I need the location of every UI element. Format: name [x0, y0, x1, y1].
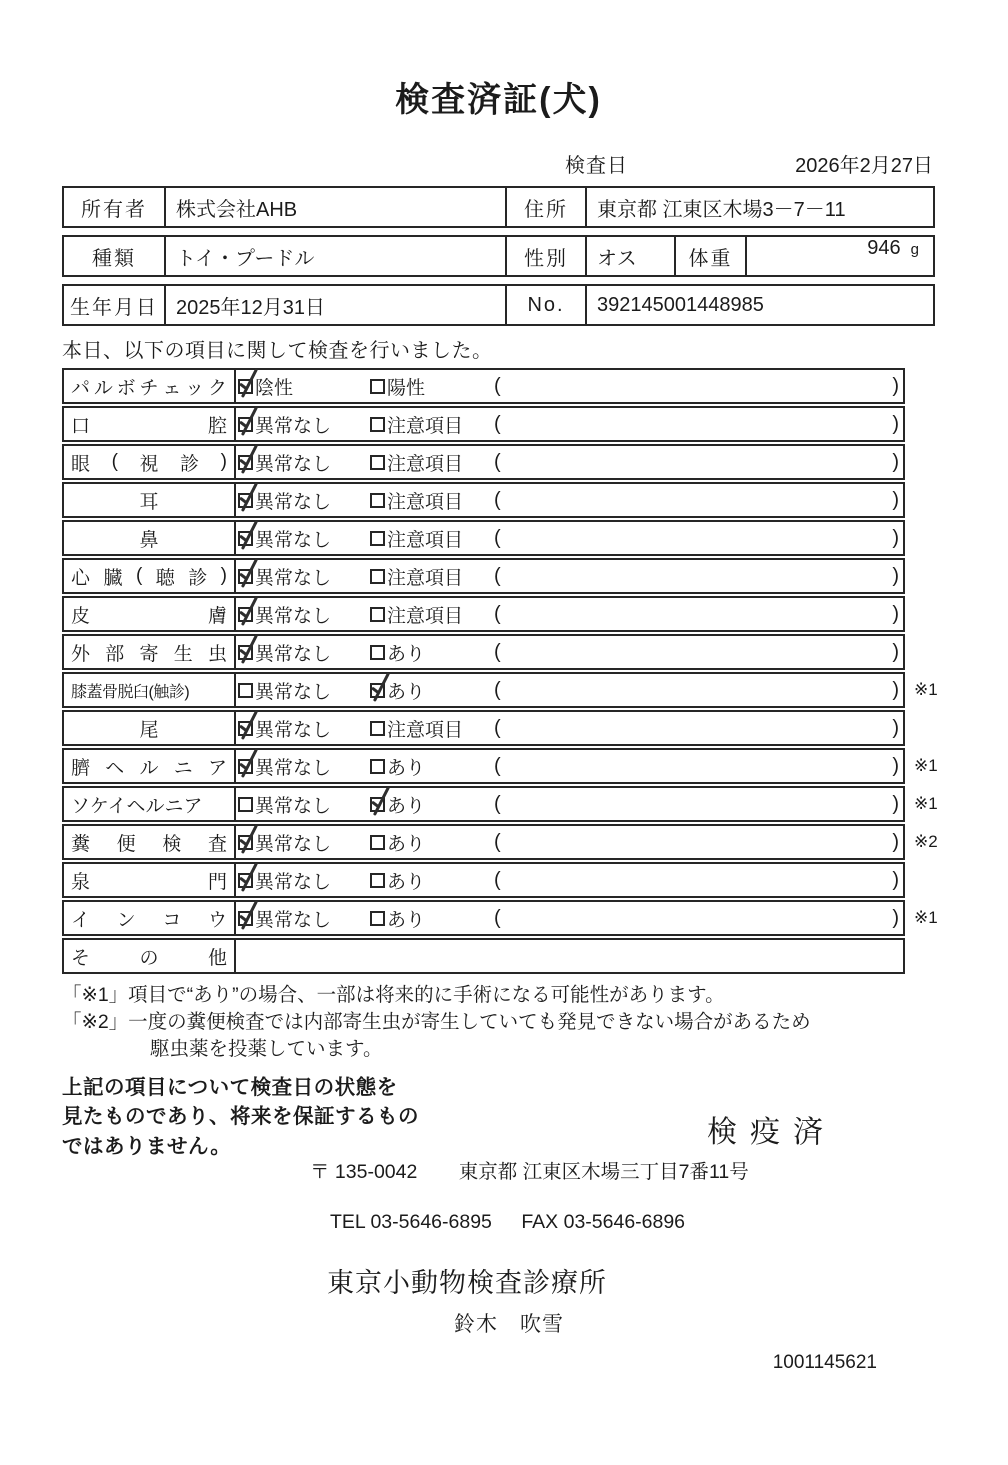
option-label: あり [387, 871, 426, 893]
page-title: 検査済証(犬) [395, 81, 602, 119]
row-box [62, 482, 905, 518]
paren-open: ( [494, 792, 501, 815]
checkbox-icon [238, 417, 253, 432]
row-content [236, 712, 903, 744]
checkbox-icon [370, 759, 385, 774]
row-box [62, 786, 905, 822]
item-label: 泉 門 [64, 864, 236, 896]
row-box [62, 748, 905, 784]
option-normal [238, 867, 370, 894]
row-box [62, 710, 905, 746]
checkbox-icon [238, 645, 253, 660]
breed-value: トイ・プードル [164, 237, 505, 275]
checkbox-icon [370, 873, 385, 888]
no-label: No. [505, 286, 585, 324]
paren-close: ) [892, 868, 899, 891]
footnotes [62, 982, 935, 1063]
option-normal [238, 791, 370, 818]
row-content [236, 674, 903, 706]
footnote-1: 「※1」項目で“あり”の場合、一部は将来的に手術になる可能性があります。 [62, 984, 725, 1006]
paren-open: ( [494, 754, 501, 777]
paren-open: ( [494, 488, 501, 511]
row-content [236, 446, 903, 478]
option-label: 注意項目 [387, 567, 464, 589]
checklist-row-fontanelle [62, 862, 935, 898]
option-label: あり [387, 909, 426, 931]
checkbox-icon [238, 493, 253, 508]
document-number: 1001145621 [772, 1351, 877, 1373]
paren-close: ) [892, 716, 899, 739]
paren-open: ( [494, 678, 501, 701]
quarantine-stamp: 検疫済 [707, 1115, 836, 1149]
option-label: 異常なし [255, 833, 332, 855]
option-normal [238, 449, 370, 476]
option-normal [238, 677, 370, 704]
option-label: 異常なし [255, 529, 332, 551]
option-label: あり [387, 643, 426, 665]
remarks-field [494, 907, 903, 930]
exam-date-label: 検査日 [565, 155, 628, 177]
option-label: 異常なし [255, 415, 332, 437]
checkbox-icon [370, 911, 385, 926]
row-content [236, 522, 903, 554]
item-label: 眼 ( 視 診 ) [64, 446, 236, 478]
option-caution [370, 449, 494, 476]
row-note: ※1 [914, 680, 938, 699]
no-value: 392145001448985 [585, 286, 933, 324]
item-label: 膝蓋骨脱臼(触診) [64, 674, 236, 706]
option-label: 異常なし [255, 909, 332, 931]
option-label: 異常なし [255, 681, 332, 703]
option-caution [370, 563, 494, 590]
footnote-2-line1: 「※2」一度の糞便検査では内部寄生虫が寄生していても発見できない場合があるため [62, 1010, 811, 1033]
clinic-address: 東京都 江東区木場三丁目7番11号 [458, 1160, 749, 1183]
option-label: 異常なし [255, 453, 332, 475]
checkbox-icon [238, 607, 253, 622]
option-present [370, 867, 494, 894]
birth-value: 2025年12月31日 [164, 286, 505, 324]
row-content [236, 788, 903, 820]
row-box [62, 824, 905, 860]
option-negative [238, 373, 370, 400]
checklist-row-inguinal-hernia [62, 786, 938, 822]
checkbox-icon [238, 569, 253, 584]
option-label: 陰性 [255, 377, 294, 399]
veterinarian-name: 鈴木 吹雪 [454, 1312, 564, 1336]
row-content [236, 370, 903, 402]
option-label: 異常なし [255, 719, 332, 741]
option-label: あり [387, 833, 426, 855]
remarks-field [494, 527, 903, 550]
checkbox-icon [238, 759, 253, 774]
tel-fax-line [330, 1211, 935, 1234]
checkbox-icon [238, 721, 253, 736]
intro-text: 本日、以下の項目に関して検査を行いました。 [62, 340, 493, 362]
option-label: 注意項目 [387, 529, 464, 551]
option-normal [238, 905, 370, 932]
checkbox-icon [370, 379, 385, 394]
option-normal [238, 829, 370, 856]
row-content [236, 940, 903, 972]
weight-value [745, 237, 933, 275]
remarks-field [494, 375, 903, 398]
remarks-field [494, 869, 903, 892]
paren-open: ( [494, 868, 501, 891]
row-box [62, 634, 905, 670]
paren-close: ) [892, 792, 899, 815]
footer-section [62, 1073, 935, 1374]
owner-label: 所有者 [81, 198, 147, 221]
remarks-field [494, 641, 903, 664]
remarks-field [494, 679, 903, 702]
remarks-field [494, 413, 903, 436]
postal-code: 〒 135-0042 [310, 1160, 418, 1183]
disclaimer-line-1: 上記の項目について検査日の状態を [62, 1075, 398, 1099]
sex-label: 性別 [505, 237, 585, 275]
paren-open: ( [494, 450, 501, 473]
clinic-name: 東京小動物検査診療所 [327, 1267, 607, 1298]
option-label: 陽性 [387, 377, 426, 399]
checkbox-icon [238, 379, 253, 394]
option-present [370, 829, 494, 856]
row-content [236, 484, 903, 516]
weight-unit: g [910, 241, 919, 258]
exam-date-row [62, 149, 935, 179]
item-label: そ の 他 [64, 940, 236, 972]
option-label: 注意項目 [387, 453, 464, 475]
checklist-row-skin [62, 596, 935, 632]
checkbox-icon [370, 797, 385, 812]
option-caution [370, 411, 494, 438]
row-content [236, 598, 903, 630]
checkbox-icon [238, 683, 253, 698]
disclaimer-line-3: ではありません。 [62, 1135, 232, 1159]
option-label: 注意項目 [387, 605, 464, 627]
breed-label: 種類 [92, 247, 136, 270]
checkbox-icon [238, 455, 253, 470]
checklist-row-ears [62, 482, 935, 518]
option-label: 注意項目 [387, 491, 464, 513]
remarks-field [494, 717, 903, 740]
paren-close: ) [892, 640, 899, 663]
row-note: ※2 [914, 832, 938, 851]
checklist-row-umbilical-hernia [62, 748, 938, 784]
option-normal [238, 563, 370, 590]
option-label: 異常なし [255, 491, 332, 513]
birth-number-row [62, 284, 935, 326]
paren-close: ) [892, 412, 899, 435]
option-present [370, 677, 494, 704]
paren-open: ( [494, 412, 501, 435]
checkbox-icon [370, 569, 385, 584]
paren-close: ) [892, 906, 899, 929]
checklist-table [62, 368, 938, 974]
checkbox-icon [238, 873, 253, 888]
row-note: ※1 [914, 794, 938, 813]
row-box [62, 368, 905, 404]
paren-close: ) [892, 830, 899, 853]
option-label: 注意項目 [387, 415, 464, 437]
option-caution [370, 487, 494, 514]
option-label: あり [387, 681, 426, 703]
item-label: 糞 便 検 査 [64, 826, 236, 858]
row-box [62, 596, 905, 632]
paren-open: ( [494, 564, 501, 587]
row-box [62, 862, 905, 898]
option-label: あり [387, 757, 426, 779]
checkbox-icon [370, 417, 385, 432]
disclaimer-line-2: 見たものであり、将来を保証するもの [62, 1105, 419, 1129]
row-box [62, 900, 905, 936]
remarks-field [494, 451, 903, 474]
option-present [370, 905, 494, 932]
option-label: 異常なし [255, 643, 332, 665]
row-box [62, 406, 905, 442]
item-label: 鼻 [64, 522, 236, 554]
paren-close: ) [892, 374, 899, 397]
paren-close: ) [892, 602, 899, 625]
owner-address-row [62, 186, 935, 228]
checkbox-icon [370, 645, 385, 660]
paren-close: ) [892, 678, 899, 701]
row-box [62, 672, 905, 708]
checkbox-icon [238, 835, 253, 850]
tel-number: TEL 03-5646-6895 [330, 1210, 492, 1233]
item-label: ソケイヘルニア [64, 788, 236, 820]
checkbox-icon [370, 721, 385, 736]
postal-address-line [310, 1156, 935, 1184]
row-note: ※1 [914, 908, 938, 927]
checkbox-icon [370, 455, 385, 470]
fax-number: FAX 03-5646-6896 [521, 1210, 686, 1233]
option-label: 異常なし [255, 795, 332, 817]
option-normal [238, 753, 370, 780]
item-label: 口 腔 [64, 408, 236, 440]
checkbox-icon [370, 531, 385, 546]
option-normal [238, 525, 370, 552]
item-label: 外 部 寄 生 虫 [64, 636, 236, 668]
option-normal [238, 487, 370, 514]
item-label: 皮 膚 [64, 598, 236, 630]
checkbox-icon [238, 911, 253, 926]
option-label: 異常なし [255, 871, 332, 893]
paren-close: ) [892, 754, 899, 777]
checklist-row-nose [62, 520, 935, 556]
checklist-row-patella [62, 672, 938, 708]
checklist-row-inkou [62, 900, 938, 936]
option-label: あり [387, 795, 426, 817]
option-label: 異常なし [255, 757, 332, 779]
paren-open: ( [494, 716, 501, 739]
address-value: 東京都 江東区木場3－7－11 [585, 188, 933, 226]
option-normal [238, 715, 370, 742]
checklist-row-fecal-exam [62, 824, 938, 860]
item-label: 尾 [64, 712, 236, 744]
footnote-2-line2: 駆虫薬を投薬しています。 [150, 1037, 383, 1060]
paren-close: ) [892, 488, 899, 511]
row-box [62, 938, 905, 974]
option-positive [370, 373, 494, 400]
option-normal [238, 601, 370, 628]
option-caution [370, 715, 494, 742]
remarks-field [494, 793, 903, 816]
option-normal [238, 639, 370, 666]
checklist-row-tail [62, 710, 935, 746]
option-caution [370, 601, 494, 628]
row-box [62, 444, 905, 480]
row-box [62, 558, 905, 594]
checkbox-icon [238, 531, 253, 546]
remarks-field [494, 755, 903, 778]
option-present [370, 639, 494, 666]
checkbox-icon [238, 797, 253, 812]
row-box [62, 520, 905, 556]
checkbox-icon [370, 683, 385, 698]
item-label: 臍 ヘ ル ニ ア [64, 750, 236, 782]
paren-close: ) [892, 564, 899, 587]
paren-close: ) [892, 450, 899, 473]
row-content [236, 750, 903, 782]
option-present [370, 753, 494, 780]
option-label: 異常なし [255, 567, 332, 589]
paren-open: ( [494, 526, 501, 549]
row-content [236, 902, 903, 934]
row-note: ※1 [914, 756, 938, 775]
option-label: 注意項目 [387, 719, 464, 741]
checkbox-icon [370, 835, 385, 850]
remarks-field [494, 565, 903, 588]
paren-close: ) [892, 526, 899, 549]
option-normal [238, 411, 370, 438]
paren-open: ( [494, 906, 501, 929]
checklist-row-external-parasites [62, 634, 935, 670]
remarks-field [494, 831, 903, 854]
paren-open: ( [494, 640, 501, 663]
paren-open: ( [494, 374, 501, 397]
checkbox-icon [370, 607, 385, 622]
item-label: イ ン コ ウ [64, 902, 236, 934]
remarks-field [494, 489, 903, 512]
option-label: 異常なし [255, 605, 332, 627]
item-label: パ ル ボ チ ェ ッ ク [64, 370, 236, 402]
owner-value: 株式会社AHB [164, 188, 505, 226]
checklist-row-mouth [62, 406, 935, 442]
option-caution [370, 525, 494, 552]
remarks-field [494, 603, 903, 626]
row-content [236, 864, 903, 896]
checklist-row-parvo [62, 368, 935, 404]
checklist-row-heart [62, 558, 935, 594]
sex-value: オス [585, 237, 674, 275]
checklist-row-eyes [62, 444, 935, 480]
address-label: 住所 [505, 188, 585, 226]
exam-date-value: 2026年2月27日 [795, 155, 933, 177]
item-label: 心 臓 ( 聴 診 ) [64, 560, 236, 592]
weight-number: 946 [867, 237, 901, 259]
certificate-page [62, 0, 938, 1374]
row-content [236, 560, 903, 592]
row-content [236, 408, 903, 440]
weight-label: 体重 [674, 237, 745, 275]
paren-open: ( [494, 830, 501, 853]
option-present [370, 791, 494, 818]
breed-sex-weight-row [62, 235, 935, 277]
birth-label: 生年月日 [70, 296, 158, 319]
paren-open: ( [494, 602, 501, 625]
checklist-row-other [62, 938, 935, 974]
checkbox-icon [370, 493, 385, 508]
item-label: 耳 [64, 484, 236, 516]
disclaimer-text [62, 1073, 502, 1162]
row-content [236, 636, 903, 668]
row-content [236, 826, 903, 858]
